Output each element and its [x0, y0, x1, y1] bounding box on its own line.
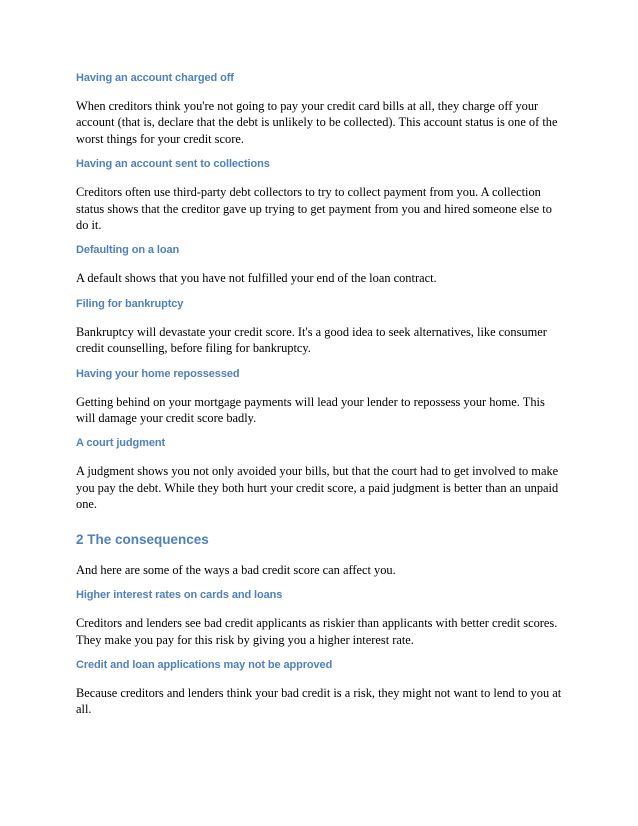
heading-home-repossessed: Having your home repossessed — [76, 367, 240, 380]
paragraph-consequences-intro: And here are some of the ways a bad credit score can affect you. — [76, 562, 396, 577]
heading-applications-not-approved: Credit and loan applications may not be approved — [76, 658, 333, 671]
paragraph-defaulting-loan: A default shows that you have not fulfilled your end of the loan contract. — [76, 271, 437, 286]
heading-account-charged-off: Having an account charged off — [76, 72, 234, 84]
heading-filing-bankruptcy: Filing for bankruptcy — [76, 297, 184, 310]
paragraph-higher-interest: Creditors and lenders see bad credit applicants as riskier than applicants with better credit scores. They make you pay for this risk by giving you a higher interest rate. — [76, 616, 558, 647]
heading-higher-interest: Higher interest rates on cards and loans — [76, 589, 283, 602]
heading-account-collections: Having an account sent to collections — [76, 158, 270, 171]
paragraph-account-charged-off: When creditors think you're not going to pay your credit card bills at all, they charge off your account (that is, declare that the debt is unlikely to be collected). This account status is one of the worst things for your credit score. — [76, 99, 558, 146]
section-heading-consequences: 2 The consequences — [76, 531, 209, 547]
paragraph-filing-bankruptcy: Bankruptcy will devastate your credit score. It's a good idea to seek alternatives, like consumer credit counselling, before filing for bankruptcy. — [76, 324, 547, 356]
paragraph-court-judgment: A judgment shows you not only avoided your bills, but that the court had to get involved to make you pay the debt. While they both hurt your credit score, a paid judgment is better than an unpaid one. — [76, 464, 559, 512]
paragraph-account-collections: Creditors often use third-party debt collectors to try to collect payment from you. A collection status shows that the creditor gave up trying to get payment from you and hired someone else to do it. — [76, 185, 552, 233]
paragraph-home-repossessed: Getting behind on your mortgage payments will lead your lender to repossess your home. This will damage your credit score badly. — [76, 394, 545, 426]
document-content — [76, 70, 564, 727]
heading-court-judgment: A court judgment — [76, 437, 166, 450]
paragraph-applications-not-approved: Because creditors and lenders think your bad credit is a risk, they might not want to lend to you at all. — [76, 685, 562, 717]
heading-defaulting-loan: Defaulting on a loan — [76, 244, 180, 257]
